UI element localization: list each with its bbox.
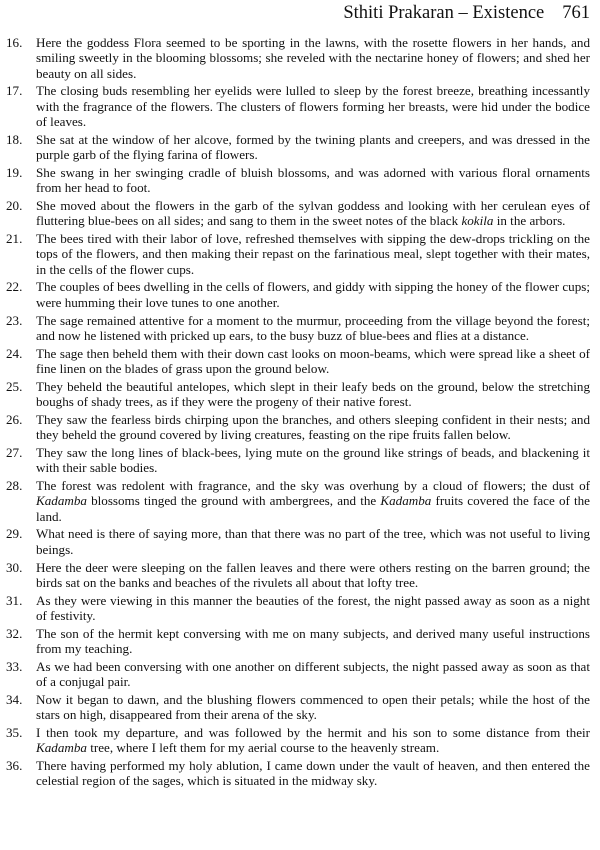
verse-text	[36, 692, 590, 723]
verse-text	[36, 83, 590, 129]
verse-item	[6, 35, 590, 81]
verse-number: 17.	[6, 83, 23, 99]
verse-number: 18.	[6, 131, 23, 147]
verse-text-segment: The couples of bees dwelling in the cells of flowers, and giddy with sipping the honey of the flower cups; were humming their love tunes to one another.	[36, 279, 590, 310]
verse-item	[6, 445, 590, 476]
verse-italic-term: Kadamba	[36, 740, 87, 756]
verse-text-segment: She moved about the flowers in the garb of the sylvan goddess and looking with her cerulean eyes of fluttering blue-bees on all sides; and sang to them in the sweet notes of the black	[36, 197, 590, 229]
verse-text	[36, 231, 590, 277]
verse-number: 19.	[6, 164, 23, 180]
verse-item	[6, 83, 590, 129]
verse-item	[6, 725, 590, 756]
verse-number: 28.	[6, 478, 23, 494]
verse-text	[36, 35, 590, 81]
verse-item	[6, 659, 590, 690]
verse-text	[36, 526, 590, 557]
verse-number: 22.	[6, 279, 23, 295]
verse-number: 20.	[6, 197, 23, 213]
verse-text-segment: The sage remained attentive for a moment to the murmur, proceeding from the village beyond the forest; and now he listened with pricked up ears, to the busy buzz of blue-bees and flies at a distance.	[36, 312, 590, 343]
verse-text	[36, 626, 590, 657]
verse-number: 29.	[6, 526, 23, 542]
verse-number: 23.	[6, 312, 23, 328]
verse-item	[6, 593, 590, 624]
verse-number: 16.	[6, 35, 23, 50]
verse-number: 32.	[6, 625, 23, 641]
verse-text	[36, 313, 590, 344]
verse-text	[36, 725, 590, 756]
verse-text-segment: The sage then beheld them with their down cast looks on moon-beams, which were spread like a sheet of fine linen on the blades of grass upon the ground below.	[36, 345, 590, 376]
verse-text	[36, 445, 590, 476]
verse-item	[6, 478, 590, 524]
verse-item	[6, 198, 590, 229]
verse-list	[6, 35, 590, 791]
verse-italic-term: Kadamba	[36, 493, 87, 509]
verse-text-segment: The son of the hermit kept conversing with me on many subjects, and derived many useful instructions from my teaching.	[36, 625, 590, 656]
verse-text-segment: The forest was redolent with fragrance, and the sky was overhung by a cloud of flowers; the dust of	[36, 478, 590, 494]
verse-text	[36, 478, 590, 524]
verse-number: 35.	[6, 724, 23, 740]
verse-text-segment: They saw the long lines of black-bees, lying mute on the ground like strings of beads, and blackening it with their sable bodies.	[36, 444, 590, 476]
verse-number: 36.	[6, 758, 23, 774]
verse-item	[6, 692, 590, 723]
verse-item	[6, 165, 590, 196]
verse-text	[36, 560, 590, 591]
verse-text-segment: She swang in her swinging cradle of bluish blossoms, and was adorned with various floral ornaments from her head to foot.	[36, 164, 590, 196]
verse-number: 31.	[6, 592, 23, 608]
verse-item	[6, 313, 590, 344]
verse-item	[6, 526, 590, 557]
verse-item	[6, 412, 590, 443]
verse-item	[6, 346, 590, 377]
verse-text-segment: The bees tired with their labor of love, refreshed themselves with sipping the dew-drops trickling on the tops of the flowers, and then making their repast on the farinatious meal, slept together with their mates, in the cells of the flower cups.	[36, 231, 590, 277]
verse-text-segment: They saw the fearless birds chirping upon the branches, and others sleeping confident in their nests; and they beheld the ground covered by living creatures, feasting on the ripe fruits fallen below.	[36, 411, 590, 443]
verse-text-segment: I then took my departure, and was followed by the hermit and his son to some distance from their	[36, 724, 590, 740]
verse-text	[36, 165, 590, 196]
verse-text-segment: As we had been conversing with one another on different subjects, the night passed away as soon as that of a conjugal pair.	[36, 658, 590, 690]
verse-text	[36, 412, 590, 443]
verse-number: 21.	[6, 231, 23, 247]
verse-item	[6, 279, 590, 310]
running-title: Sthiti Prakaran – Existence	[343, 3, 545, 23]
verse-text-segment: tree, where I left them for my aerial course to the heavenly stream.	[86, 740, 440, 756]
verse-item	[6, 758, 590, 789]
verse-item	[6, 379, 590, 410]
verse-number: 33.	[6, 658, 23, 674]
verse-text	[36, 758, 590, 789]
verse-text	[36, 132, 590, 163]
verse-text-segment: blossoms tinged the ground with ambergrees, and the	[86, 493, 381, 509]
verse-text	[36, 379, 590, 410]
verse-text	[36, 346, 590, 377]
verse-text-segment: in the arbors.	[493, 213, 566, 229]
verse-text-segment: There having performed my holy ablution, I came down under the vault of heaven, and then entered the celestial region of the sages, which is situated in the midway sky.	[36, 758, 590, 789]
verse-text-segment: She sat at the window of her alcove, formed by the twining plants and creepers, and was dressed in the purple garb of the flying farina of flowers.	[36, 131, 590, 163]
verse-text-segment: Now it began to dawn, and the blushing flowers commenced to open their petals; while the host of the stars on high, disappeared from their arena of the sky.	[36, 691, 590, 723]
verse-text-segment: The closing buds resembling her eyelids were lulled to sleep by the forest breeze, breathing incessantly with the fragrance of the flowers. The clusters of flowers forming her breasts, were hid under the bodice of leaves.	[36, 83, 590, 129]
verse-text-segment: Here the deer were sleeping on the fallen leaves and there were others resting on the barren ground; the birds sat on the banks and beaches of the rivulets all about that lofty tree.	[36, 559, 590, 590]
verse-italic-term: kokila	[461, 213, 494, 229]
verse-text-segment: They beheld the beautiful antelopes, which slept in their leafy beds on the ground, below the stretching boughs of shady trees, as if they were the progeny of their native forest.	[36, 378, 590, 410]
verse-number: 30.	[6, 559, 23, 575]
verse-item	[6, 132, 590, 163]
verse-number: 26.	[6, 411, 23, 427]
verse-item	[6, 626, 590, 657]
verse-text-segment: Here the goddess Flora seemed to be sporting in the lawns, with the rosette flowers in her hands, and smiling sweetly in the blooming blossoms; she reveled with the nectarine honey of flowers; and shed her beauty on all sides.	[36, 35, 590, 81]
verse-item	[6, 560, 590, 591]
verse-item	[6, 231, 590, 277]
verse-text-segment: As they were viewing in this manner the beauties of the forest, the night passed away as soon as a night of festivity.	[36, 592, 590, 623]
verse-number: 27.	[6, 444, 23, 460]
verse-number: 34.	[6, 691, 23, 707]
page-number: 761	[562, 3, 590, 23]
running-header	[300, 2, 590, 24]
verse-text	[36, 593, 590, 624]
verse-text	[36, 279, 590, 310]
verse-italic-term: Kadamba	[380, 493, 432, 509]
verse-text	[36, 659, 590, 690]
verse-text	[36, 198, 590, 229]
verse-number: 25.	[6, 378, 23, 394]
verse-number: 24.	[6, 345, 23, 361]
verse-text-segment: fruits covered the face of the land.	[36, 493, 590, 524]
verse-text-segment: What need is there of saying more, than that there was no part of the tree, which was not useful to living beings.	[36, 526, 590, 557]
